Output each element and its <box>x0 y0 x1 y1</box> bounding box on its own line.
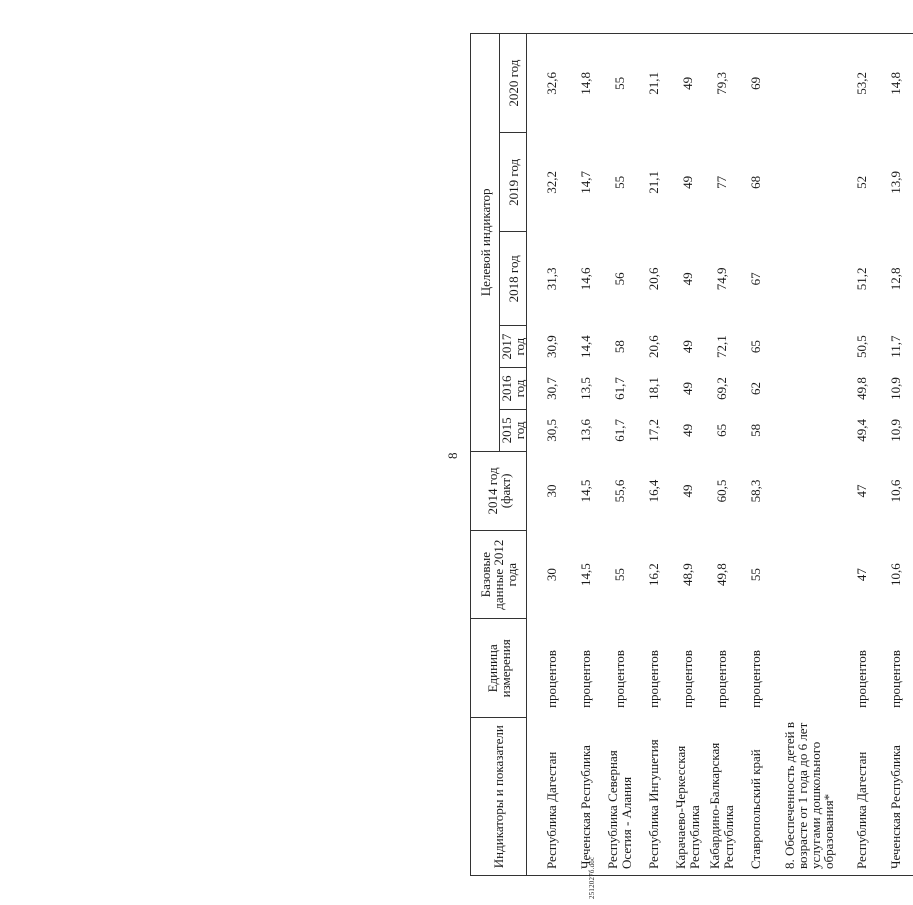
value-cell: 32,6 <box>527 34 570 133</box>
value-cell: 65 <box>748 340 763 354</box>
table-row <box>705 34 739 876</box>
value-cell: 20,6 <box>646 335 661 358</box>
value-cell: 62 <box>748 381 763 395</box>
header-target: Целевой индикатор <box>471 34 500 452</box>
value-cell: 13,9 <box>888 171 903 194</box>
value-cell: 51,2 <box>854 267 869 291</box>
row-label: Карачаево-Черкесская Республика <box>671 718 705 876</box>
value-cell: 58 <box>612 340 627 354</box>
row-label: Ставропольский край <box>739 718 773 876</box>
value-cell: 67 <box>748 272 763 286</box>
value-cell: 49 <box>671 34 705 133</box>
value-cell: 10,6 <box>888 479 903 503</box>
indicators-table <box>470 33 913 876</box>
row-label: Чеченская Республика <box>879 718 913 876</box>
value-cell: 79,3 <box>705 34 739 133</box>
value-cell: 65 <box>714 423 729 437</box>
value-cell: 14,8 <box>569 34 603 133</box>
page-number: 8 <box>445 452 460 459</box>
value-cell: 52 <box>854 175 869 189</box>
value-cell: 69 <box>739 34 773 133</box>
value-cell: 68 <box>748 175 763 189</box>
row-label: Республика Ингушетия <box>637 718 671 876</box>
value-cell: 49 <box>680 175 695 189</box>
value-cell: 50,5 <box>854 335 869 358</box>
header-unit: Единица измерения <box>471 619 527 718</box>
row-label: Республика Северная Осетия - Алания <box>603 718 637 876</box>
table-row <box>879 34 913 876</box>
row-label: Республика Дагестан <box>527 718 570 876</box>
value-cell: 21,1 <box>646 171 661 194</box>
header-2014-fact: 2014 год (факт) <box>471 451 527 530</box>
value-cell: 32,2 <box>544 171 559 194</box>
value-cell: 30,7 <box>544 377 559 400</box>
row-label: Чеченская Республика <box>569 718 603 876</box>
value-cell: 58,3 <box>748 479 763 503</box>
value-cell: 49 <box>680 484 695 498</box>
row-unit: процентов <box>612 650 627 708</box>
value-cell: 77 <box>714 175 729 189</box>
value-cell: 74,9 <box>714 267 729 291</box>
value-cell: 30,5 <box>544 418 559 442</box>
value-cell: 49 <box>680 423 695 437</box>
value-cell: 49 <box>680 340 695 354</box>
table-row <box>569 34 603 876</box>
value-cell: 53,2 <box>845 34 879 133</box>
value-cell: 14,7 <box>578 171 593 194</box>
value-cell: 58 <box>748 423 763 437</box>
value-cell: 10,9 <box>888 418 903 442</box>
value-cell: 14,8 <box>879 34 913 133</box>
value-cell: 13,5 <box>578 377 593 400</box>
header-year: 2016 год <box>500 368 527 410</box>
value-cell: 20,6 <box>646 267 661 291</box>
row-unit: процентов <box>680 650 695 708</box>
value-cell: 49,4 <box>854 418 869 442</box>
value-cell: 14,4 <box>578 335 593 358</box>
footer-filename: 2512027б.doc <box>588 856 596 899</box>
header-year: 2018 год <box>500 232 527 326</box>
value-cell: 14,5 <box>578 479 593 503</box>
row-unit: процентов <box>854 650 869 708</box>
section-row <box>773 34 845 876</box>
value-cell: 49 <box>680 381 695 395</box>
value-cell: 61,7 <box>612 418 627 442</box>
header-year: 2019 год <box>500 133 527 232</box>
value-cell: 60,5 <box>714 479 729 503</box>
value-cell: 16,4 <box>646 479 661 503</box>
value-cell: 69,2 <box>714 377 729 400</box>
row-unit: процентов <box>578 650 593 708</box>
value-cell: 16,2 <box>646 563 661 587</box>
header-indicators: Индикаторы и показатели <box>471 718 527 876</box>
value-cell: 10,6 <box>888 563 903 587</box>
value-cell: 31,3 <box>544 267 559 291</box>
value-cell: 49 <box>680 272 695 286</box>
value-cell: 47 <box>854 484 869 498</box>
value-cell: 10,9 <box>888 377 903 400</box>
row-unit: процентов <box>646 650 661 708</box>
header-base: Базовые данные 2012 года <box>471 531 527 619</box>
value-cell: 49,8 <box>714 563 729 587</box>
value-cell: 11,7 <box>888 335 903 358</box>
value-cell: 55 <box>612 175 627 189</box>
value-cell: 14,5 <box>578 563 593 587</box>
section-heading: 8. Обеспеченность детей в возрасте от 1 года до 6 лет услугами дошкольного образования* <box>773 718 845 876</box>
value-cell: 55,6 <box>612 479 627 503</box>
header-year: 2015 год <box>500 409 527 451</box>
row-label: Кабардино-Балкарская Республика <box>705 718 739 876</box>
value-cell: 55 <box>748 568 763 582</box>
value-cell: 13,6 <box>578 418 593 442</box>
value-cell: 12,8 <box>888 267 903 291</box>
table-row <box>603 34 637 876</box>
header-year: 2017 год <box>500 326 527 368</box>
value-cell: 48,9 <box>680 563 695 587</box>
table-row <box>527 34 570 876</box>
table-row <box>671 34 705 876</box>
row-unit: процентов <box>714 650 729 708</box>
value-cell: 14,6 <box>578 267 593 291</box>
value-cell: 55 <box>603 34 637 133</box>
row-unit: процентов <box>544 650 559 708</box>
table-row <box>845 34 879 876</box>
value-cell: 61,7 <box>612 377 627 400</box>
header-year: 2020 год <box>500 34 527 133</box>
value-cell: 56 <box>612 272 627 286</box>
table-row <box>739 34 773 876</box>
value-cell: 72,1 <box>714 335 729 358</box>
value-cell: 47 <box>854 568 869 582</box>
row-unit: процентов <box>888 650 903 708</box>
value-cell: 21,1 <box>637 34 671 133</box>
value-cell: 30 <box>544 484 559 498</box>
value-cell: 30,9 <box>544 335 559 358</box>
value-cell: 18,1 <box>646 377 661 400</box>
row-label: Республика Дагестан <box>845 718 879 876</box>
value-cell: 17,2 <box>646 418 661 442</box>
row-unit: процентов <box>748 650 763 708</box>
value-cell: 49,8 <box>854 377 869 400</box>
value-cell: 30 <box>544 568 559 582</box>
table-row <box>637 34 671 876</box>
value-cell: 55 <box>612 568 627 582</box>
